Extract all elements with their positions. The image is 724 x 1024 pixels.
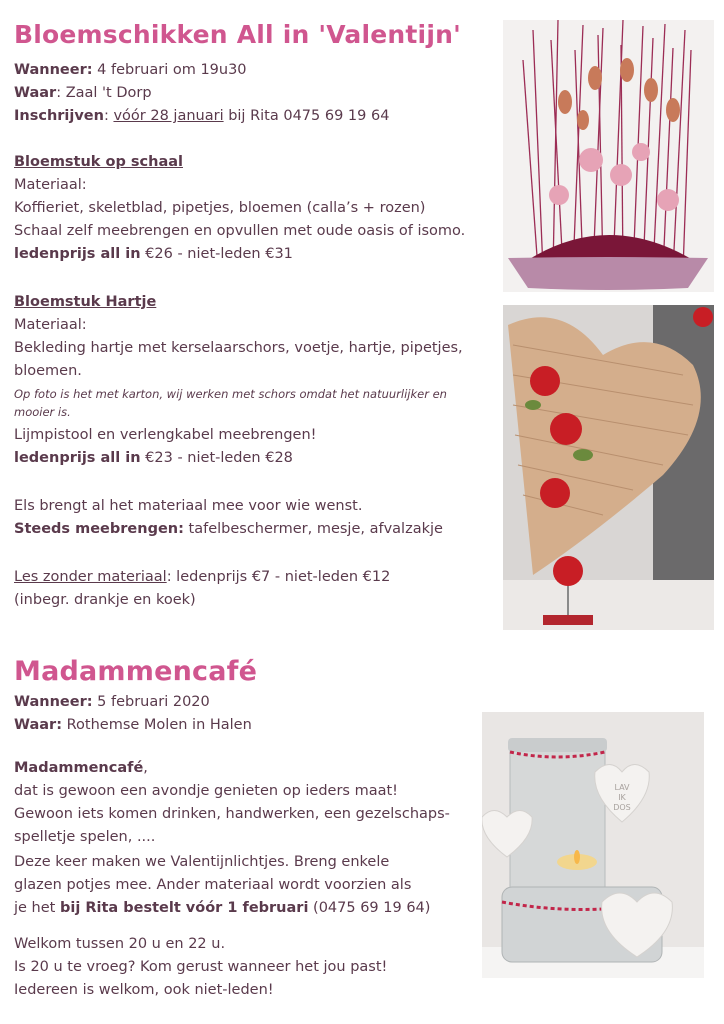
piece2-line2: bloemen. bbox=[14, 363, 82, 379]
piece2-price-row bbox=[14, 447, 293, 470]
extra-line1: Els brengt al het materiaal mee voor wie wenst. bbox=[14, 498, 363, 514]
piece1-price-value: €26 - niet-leden €31 bbox=[140, 246, 293, 262]
piece1-line1: Koffieriet, skeletblad, pipetjes, bloemen (calla’s + rozen) bbox=[14, 200, 426, 216]
heart-illustration bbox=[503, 305, 714, 630]
piece2-material-label: Materiaal: bbox=[14, 317, 87, 333]
where-value: : Zaal 't Dorp bbox=[56, 85, 152, 101]
tag-text1: LAV bbox=[614, 783, 630, 792]
piece1-title: Bloemstuk op schaal bbox=[14, 154, 183, 170]
when-label: Wanneer: bbox=[14, 62, 93, 78]
tag-text2: IK bbox=[618, 793, 626, 802]
section2-title: Madammencafé bbox=[14, 656, 258, 687]
nomat-row bbox=[14, 566, 390, 589]
s2-where-value: Rothemse Molen in Halen bbox=[62, 717, 252, 733]
piece1-line2: Schaal zelf meebrengen en opvullen met oude oasis of isomo. bbox=[14, 223, 466, 239]
candle-jars-illustration bbox=[482, 712, 704, 978]
nomat-value: : ledenprijs €7 - niet-leden €12 bbox=[166, 569, 391, 585]
bring-value: tafelbeschermer, mesje, afvalzakje bbox=[183, 521, 443, 537]
piece2-price-label: ledenprijs all in bbox=[14, 450, 141, 466]
s2-p3-line3: Iedereen is welkom, ook niet-leden! bbox=[14, 982, 274, 998]
piece2-note1: Op foto is het met karton, wij werken met schors omdat het natuurlijker en bbox=[14, 387, 447, 401]
s2-intro bbox=[14, 757, 148, 780]
piece2-note2: mooier is. bbox=[14, 405, 71, 419]
section1-title: Bloemschikken All in 'Valentijn' bbox=[14, 20, 461, 49]
flower-bowl-photo bbox=[503, 20, 714, 292]
piece1-price-label: ledenprijs all in bbox=[14, 246, 141, 262]
s2-when-row bbox=[14, 691, 210, 714]
signup-rest: bij Rita 0475 69 19 64 bbox=[223, 108, 390, 124]
where-row bbox=[14, 82, 152, 105]
heart-photo bbox=[503, 305, 714, 630]
s2-p3-line2: Is 20 u te vroeg? Kom gerust wanneer het jou past! bbox=[14, 959, 388, 975]
s2-where-row bbox=[14, 714, 252, 737]
nomat-label: Les zonder materiaal bbox=[14, 569, 167, 585]
s2-p1-line3: spelletje spelen, .... bbox=[14, 829, 156, 845]
s2-when-label: Wanneer: bbox=[14, 694, 93, 710]
signup-row bbox=[14, 105, 389, 128]
candle-jars-photo bbox=[482, 712, 704, 978]
s2-p3-line1: Welkom tussen 20 u en 22 u. bbox=[14, 936, 226, 952]
s2-p2-pre: je het bbox=[14, 900, 60, 916]
s2-p2-line3 bbox=[14, 897, 430, 920]
tag-text3: DOS bbox=[613, 803, 631, 812]
when-value: 4 februari om 19u30 bbox=[92, 62, 247, 78]
flower-bowl-illustration bbox=[503, 20, 714, 292]
signup-label: Inschrijven bbox=[14, 108, 104, 124]
s2-where-label: Waar: bbox=[14, 717, 62, 733]
s2-p1-line2: Gewoon iets komen drinken, handwerken, een gezelschaps- bbox=[14, 806, 450, 822]
piece2-line1: Bekleding hartje met kerselaarschors, voetje, hartje, pipetjes, bbox=[14, 340, 463, 356]
s2-p2-line1: Deze keer maken we Valentijnlichtjes. Breng enkele bbox=[14, 854, 390, 870]
s2-p2-line2: glazen potjes mee. Ander materiaal wordt voorzien als bbox=[14, 877, 412, 893]
piece1-material-label: Materiaal: bbox=[14, 177, 87, 193]
s2-intro-bold: Madammencafé bbox=[14, 760, 144, 776]
signup-colon: : bbox=[103, 108, 114, 124]
s2-when-value: 5 februari 2020 bbox=[92, 694, 210, 710]
s2-p1-line1: dat is gewoon een avondje genieten op ieders maat! bbox=[14, 783, 398, 799]
where-label: Waar bbox=[14, 85, 57, 101]
bring-row bbox=[14, 518, 443, 541]
s2-intro-comma: , bbox=[143, 760, 148, 776]
signup-date: vóór 28 januari bbox=[113, 108, 224, 124]
piece2-line3: Lijmpistool en verlengkabel meebrengen! bbox=[14, 427, 317, 443]
nomat-note: (inbegr. drankje en koek) bbox=[14, 592, 196, 608]
s2-p2-post: (0475 69 19 64) bbox=[308, 900, 431, 916]
piece1-price-row bbox=[14, 243, 293, 266]
piece2-price-value: €23 - niet-leden €28 bbox=[140, 450, 293, 466]
bring-label: Steeds meebrengen: bbox=[14, 521, 184, 537]
when-row bbox=[14, 59, 247, 82]
s2-p2-bold: bij Rita bestelt vóór 1 februari bbox=[59, 900, 309, 916]
piece2-title: Bloemstuk Hartje bbox=[14, 294, 157, 310]
